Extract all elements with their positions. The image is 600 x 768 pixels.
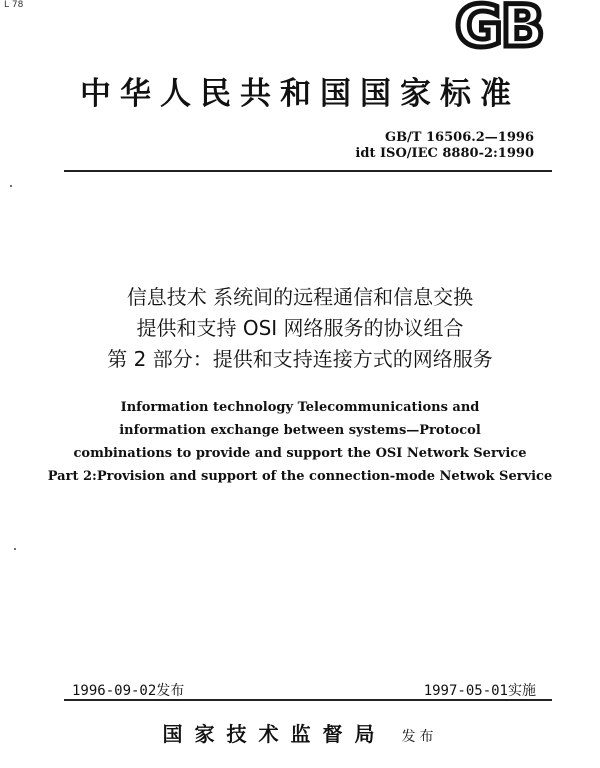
scan-speck: [10, 185, 12, 187]
issue-date: 1996-09-02发布: [72, 683, 185, 699]
scan-speck: [14, 548, 16, 550]
standard-number: GB/T 16506.2—1996: [384, 130, 534, 145]
implementation-date: 1997-05-01实施: [423, 683, 536, 699]
chinese-title-line: 第 2 部分：提供和支持连接方式的网络服务: [107, 347, 493, 371]
chinese-title: [0, 282, 600, 375]
header-divider: [64, 170, 552, 172]
ics-code: L 78: [4, 0, 24, 10]
issue-action: 发布: [401, 729, 438, 745]
english-title-line: information exchange between systems—Protocol: [119, 423, 481, 438]
footer-divider: [64, 699, 552, 701]
english-title-line: Part 2:Provision and support of the connection-mode Netwok Service: [47, 469, 553, 484]
english-title-line: Information technology Telecommunications and: [120, 400, 480, 415]
chinese-title-line: 提供和支持 OSI 网络服务的协议组合: [136, 316, 464, 340]
issuer: [0, 718, 600, 747]
standard-number-block: [355, 130, 534, 162]
chinese-title-line: 信息技术 系统间的远程通信和信息交换: [126, 285, 474, 309]
gb-logo: [424, 0, 574, 52]
national-standard-title: 中华人民共和国国家标准: [80, 76, 520, 112]
gb-logo-text: GB: [455, 0, 543, 52]
issuing-organization: 国家技术监督局: [162, 722, 387, 746]
idt-reference: idt ISO/IEC 8880-2:1990: [355, 146, 534, 161]
english-title-line: combinations to provide and support the OSI Network Service: [73, 446, 527, 461]
english-title: [0, 396, 600, 488]
